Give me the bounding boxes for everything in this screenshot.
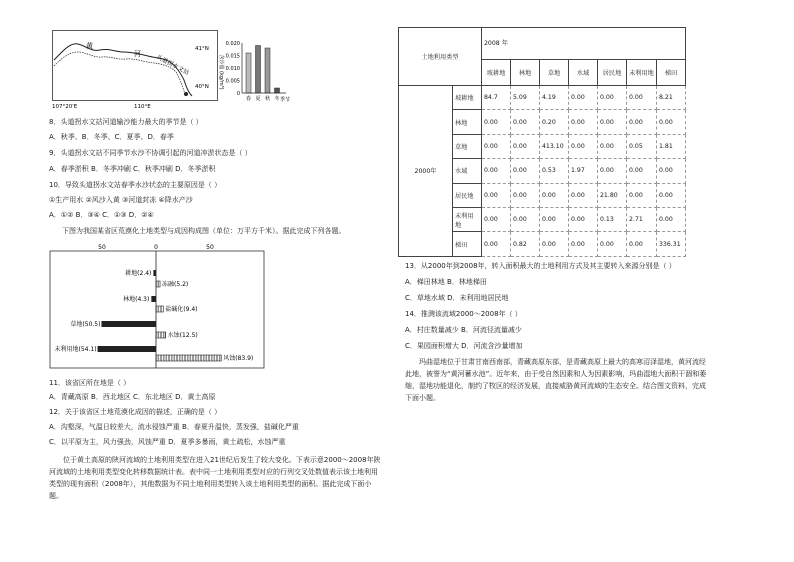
table-cell: 0.00 (540, 232, 569, 256)
sediment-category-label: 夏 (255, 96, 261, 102)
table-cell: 4.19 (540, 86, 569, 110)
question-9-options: A．春季淤积 B．冬季冲刷 C．秋季冲刷 D．冬季淤积 (49, 165, 216, 173)
table-cell: 0.00 (627, 232, 657, 256)
table-corner-header: 土地利用类型 (399, 28, 482, 86)
table-column-header: 草地 (540, 60, 569, 86)
question-13-options-ab: A．梯田林地 B．林地梯田 (405, 278, 487, 286)
table-cell: 0.00 (482, 232, 511, 256)
table-cell: 0.00 (482, 183, 511, 207)
sediment-bar-夏 (256, 46, 261, 94)
question-14: 14．推测该流域2000～2008年（ ） (405, 310, 522, 318)
desert-left-bar (153, 270, 156, 276)
question-8-options: A．秋季、B．冬季、C．夏季、D．春季 (49, 133, 174, 141)
sediment-bar-秋 (265, 48, 270, 93)
lon-left-label: 107°20'E (52, 104, 78, 110)
table-cell: 84.7 (482, 86, 511, 110)
table-row-label: 居民地 (453, 183, 482, 207)
sediment-y-tick: 0.015 (225, 53, 240, 60)
table-column-header: 水域 (569, 60, 598, 86)
sediment-y-tick: 0.020 (225, 41, 240, 47)
table-cell: 0.00 (511, 207, 540, 231)
table-cell: 0.00 (482, 110, 511, 134)
table-cell: 0.00 (569, 183, 598, 207)
map-frame (53, 31, 218, 101)
desertification-bar-chart (48, 243, 266, 370)
table-cell: 0.00 (598, 134, 627, 158)
table-intro-paragraph: 位于黄土高原的陕河流域的土地利用类型在进入21世纪后发生了较大变化。下表示意2000～2008年陕河流域的土地利用类型变化转移数据统计表。表中同一土地利用类型对应的行列交叉处数值表示该土地利用类型的现有面积（2008年），其他数据为不同土地利用类型转入该土地利用类型的面积。据此完成下面小题。 (49, 456, 381, 500)
table-row-label: 梯田 (453, 232, 482, 256)
table-cell: 413.10 (540, 134, 569, 158)
question-10: 10．导致头道拐水文站春季水沙状态的主要原因是（ ） (49, 181, 222, 189)
table-cell: 0.00 (511, 134, 540, 158)
desert-right-label: 风蚀(83.9) (223, 355, 254, 362)
station-label: 头道拐水文站 (155, 53, 191, 77)
table-cell: 0.00 (540, 207, 569, 231)
desert-left-label: 草地(50.5) (70, 321, 101, 328)
table-row-label: 未利用地 (453, 207, 482, 231)
sediment-y-tick: 0 (236, 91, 240, 97)
question-11-options: A．青藏高原 B．西北地区 C．东北地区 D．黄土高原 (49, 393, 216, 401)
desert-right-bar (156, 332, 166, 338)
table-row (399, 86, 686, 110)
table-cell: 0.00 (482, 159, 511, 183)
table-cell: 0.00 (569, 86, 598, 110)
sediment-bar-春 (246, 53, 251, 93)
question-12: 12．关于该省区土地荒漠化成因的描述，正确的是（ ） (49, 408, 222, 416)
table-cell: 0.00 (598, 159, 627, 183)
question-8: 8．头道拐水文站河道输沙能力最大的季节是（ ） (49, 118, 203, 126)
table-cell: 0.00 (598, 86, 627, 110)
desert-right-bar (156, 281, 160, 287)
sediment-bar-冬 (275, 88, 280, 93)
question-13-options-cd: C．草地水域 D．未利用地居民地 (405, 294, 509, 302)
lon-right-label: 110°E (134, 104, 151, 110)
question-10-statements: ①生产用水 ②风沙入黄 ③河道封冻 ④降水产沙 (49, 196, 193, 204)
sediment-bar-chart (214, 38, 291, 106)
station-marker (184, 92, 188, 96)
table-column-header: 居民地 (598, 60, 627, 86)
table-year-2000: 2000年 (399, 86, 453, 257)
table-cell: 0.00 (569, 134, 598, 158)
question-14-options-ab: A．村庄数量减少 B．河流径流量减少 (405, 326, 522, 334)
table-cell: 0.00 (540, 183, 569, 207)
table-cell: 0.00 (569, 232, 598, 256)
table-column-header: 梯田 (657, 60, 686, 86)
question-13: 13．从2000年到2008年，转入面积最大的土地利用方式及其主要转入来源分别是（ ） (405, 262, 676, 270)
table-cell: 21.80 (598, 183, 627, 207)
desert-left-bar (151, 296, 156, 302)
table-cell: 0.00 (482, 134, 511, 158)
table-cell: 0.00 (627, 183, 657, 207)
table-row-label: 草地 (453, 134, 482, 158)
table-cell: 0.00 (569, 207, 598, 231)
maqu-wetland-paragraph: 玛曲湿地位于甘肃甘南西南部，青藏高原东部，是青藏高原上最大的高寒沼泽湿地，黄河流经此地，被誉为“黄河蓄水池”。近年来，由于受自然因素和人为因素影响，玛曲湿地大面积干涸和萎缩，湿地功能退化，制约了牧区的经济发展，直接威胁黄河流域的生态安全。结合图文资料，完成下面小题。 (405, 358, 707, 402)
desert-right-label: 水蚀(12.5) (167, 332, 198, 339)
desert-left-label: 未利用地(54.1) (54, 346, 97, 353)
question-10-options: A．①② B．③④ C．①③ D．②④ (49, 211, 154, 219)
table-cell: 0.00 (627, 159, 657, 183)
table-row-label: 水域 (453, 159, 482, 183)
table-year-2008: 2008 年 (482, 28, 686, 60)
table-cell: 0.05 (627, 134, 657, 158)
table-cell: 0.20 (540, 110, 569, 134)
table-column-header: 未利用地 (627, 60, 657, 86)
table-cell: 0.00 (482, 207, 511, 231)
question-11: 11．该省区所在地是（ ） (49, 379, 131, 387)
question-14-options-cd: C．果园面积增大 D．河流含沙量增加 (405, 342, 523, 350)
table-cell: 1.97 (569, 159, 598, 183)
table-cell: 2.71 (627, 207, 657, 231)
table-cell: 0.00 (598, 110, 627, 134)
question-12-options-ab: A．沟壑深，气温日较差大，流水侵蚀严重 B．春夏升温快，蒸发强，盐碱化严重 (49, 423, 299, 431)
map-label-he: 河 (134, 50, 141, 58)
desert-left-label: 林地(4.3) (123, 296, 150, 303)
desert-scale-right: 50 (206, 244, 214, 251)
table-cell: 0.00 (657, 207, 686, 231)
table-row-label: 坡耕地 (453, 86, 482, 110)
sediment-category-label: 春 (245, 96, 252, 102)
table-cell: 0.00 (511, 159, 540, 183)
table-cell: 0.00 (627, 86, 657, 110)
question-12-options-cd: C．以平原为主，风力强劲，风蚀严重 D．夏季多暴雨，黄土疏松，水蚀严重 (49, 438, 286, 446)
sediment-category-label: 冬 (274, 96, 280, 102)
desert-left-label: 耕地(2.4) (125, 270, 152, 277)
table-cell: 0.00 (511, 183, 540, 207)
desert-chart-intro: 下图为我国某省区荒漠化土地类型与成因构成图（单位：万平方千米）。据此完成下列各题。 (62, 227, 346, 235)
desert-left-bar (98, 346, 156, 352)
table-row-label: 林地 (453, 110, 482, 134)
table-cell: 0.00 (598, 232, 627, 256)
sediment-y-tick: 0.005 (225, 78, 240, 85)
sediment-category-label: 秋 (264, 96, 271, 102)
desert-left-bar (101, 321, 156, 327)
table-cell: 8.21 (657, 86, 686, 110)
table-cell: 0.00 (627, 110, 657, 134)
table-cell: 5.09 (511, 86, 540, 110)
question-9: 9．头道拐水文站不同季节水沙不协调引起的河道冲淤状态是（ ） (49, 149, 252, 157)
map-label-huang: 黄 (86, 42, 93, 50)
table-cell: 0.00 (657, 110, 686, 134)
desert-right-label: 盐碱化(9.4) (165, 306, 198, 313)
table-cell: 0.00 (569, 110, 598, 134)
lat-bottom-label: 40°N (195, 84, 209, 90)
table-cell: 1.81 (657, 134, 686, 158)
desert-right-label: 冻融(5.2) (162, 281, 189, 288)
desert-scale-left: 50 (98, 244, 106, 251)
sediment-y-label: 含沙量 (kg/m³) (218, 54, 224, 90)
table-column-header: 林地 (511, 60, 540, 86)
table-cell: 0.00 (511, 110, 540, 134)
table-cell: 0.00 (657, 159, 686, 183)
desert-scale-center: 0 (154, 244, 158, 251)
sediment-x-label: 季节 (280, 97, 291, 103)
table-cell: 336.31 (657, 232, 686, 256)
yellow-river-map (52, 30, 218, 110)
table-cell: 0.53 (540, 159, 569, 183)
land-use-transfer-table (398, 27, 686, 257)
table-column-header: 坡耕地 (482, 60, 511, 86)
table-cell: 0.82 (511, 232, 540, 256)
lat-top-label: 41°N (195, 46, 209, 52)
sediment-y-tick: 0.010 (225, 66, 240, 72)
table-cell: 0.13 (598, 207, 627, 231)
table-cell: 0.00 (657, 183, 686, 207)
